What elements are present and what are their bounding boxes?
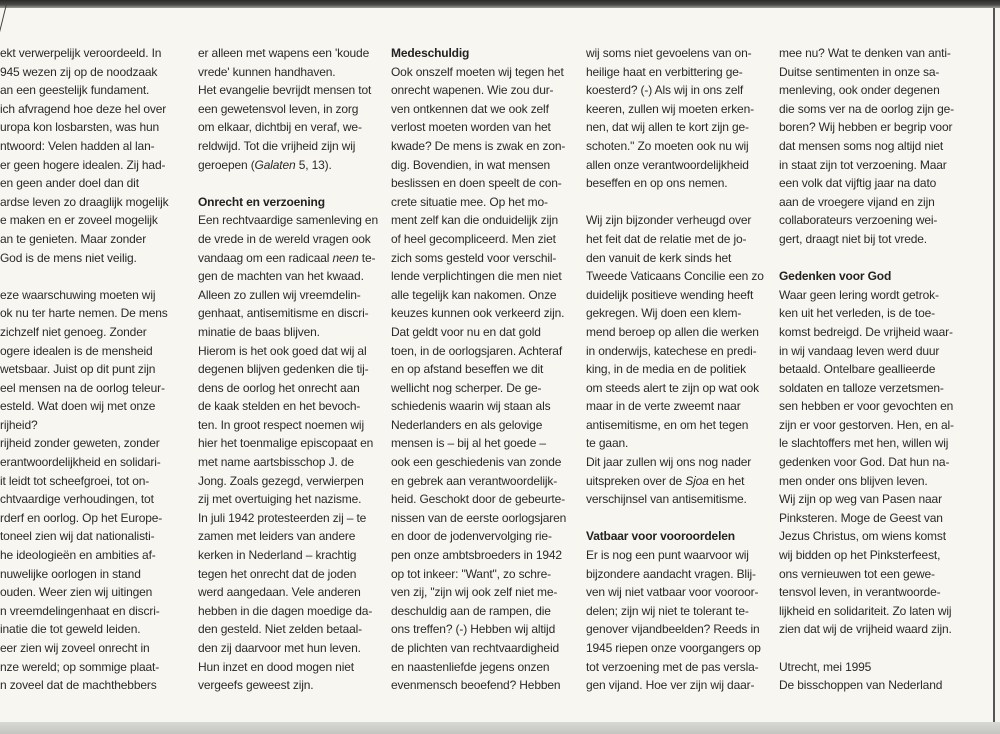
text-line: boren? Wij hebben er begrip voor xyxy=(779,120,953,135)
text-line: Wij zijn op weg van Pasen naar xyxy=(779,492,942,507)
text-line: wellicht nog scherper. De ge- xyxy=(391,380,542,395)
text-line: Duitse sentimenten in onze sa- xyxy=(779,64,940,79)
text-line: schoten." Zo moeten ook nu wij xyxy=(586,138,749,153)
text-line: keuzes kunnen ook verkeerd zijn. xyxy=(391,306,565,321)
text-line: minatie de baas blijven. xyxy=(198,324,320,339)
text-line: wij soms niet gevoelens van on- xyxy=(586,46,752,60)
text-line: den zij daarvoor met hun leven. xyxy=(198,641,361,655)
section-heading: Onrecht en verzoening xyxy=(198,194,325,209)
text-line: erantwoordelijkheid en solidari- xyxy=(0,455,161,470)
text-line: zij met overtuiging het nazisme. xyxy=(198,492,362,507)
section-heading: Medeschuldig xyxy=(391,46,470,60)
text-line: Wij zijn bijzonder verheugd over xyxy=(586,213,752,228)
italic-term: Sjoa xyxy=(685,473,709,488)
text-line: of heel gecompliceerd. Men ziet xyxy=(391,231,556,246)
text-line: ouden. Weer zien wij uitingen xyxy=(0,585,153,600)
text-line: lende verplichtingen die men niet xyxy=(391,269,562,284)
text-line: gedenken voor God. Dat hun na- xyxy=(779,455,950,470)
text-line: In juli 1942 protesteerden zij – te xyxy=(198,510,367,525)
text-line: nze wereld; op sommige plaat- xyxy=(0,659,160,674)
text-line: evenmensch beoefend? Hebben xyxy=(391,678,561,693)
text-line: zichzelf niet genoeg. Zonder xyxy=(0,324,147,339)
text-line: bijzondere aandacht vragen. Blij- xyxy=(586,566,756,581)
text-line: betaald. Ontelbare geallieerde xyxy=(779,362,936,377)
text-fragment: uitspreken over de xyxy=(586,473,686,488)
text-line: ntwoord: Velen hadden al lan- xyxy=(0,138,155,153)
text-line: tot verzoening met de pas versla- xyxy=(586,659,759,674)
text-line: degenen blijven gedenken die tij- xyxy=(198,362,369,377)
paragraph-gap xyxy=(198,174,384,193)
text-line: werd aangedaan. Vele anderen xyxy=(198,585,361,600)
paragraph-gap xyxy=(779,639,969,658)
text-line: Nederlanders en als gelovige xyxy=(391,417,543,432)
text-line: kerken in Nederland – krachtig xyxy=(198,548,357,563)
text-line: heid. Geschokt door de gebeurte- xyxy=(391,492,565,507)
text-line: soldaten en talloze verzetsmen- xyxy=(779,380,944,395)
text-line: te gaan. xyxy=(586,436,629,451)
text-line: e maken en er zoveel mogelijk xyxy=(0,213,158,228)
text-line: delen; zijn wij niet te tolerant te- xyxy=(586,603,749,618)
text-fragment: 5, 13). xyxy=(295,157,332,172)
text-line: chtvaardige verhoudingen, tot xyxy=(0,492,154,507)
section-heading: Vatbaar voor vooroordelen xyxy=(586,529,735,544)
text-line: rijheid zonder geweten, zonder xyxy=(0,436,160,451)
text-line: Dit jaar zullen wij ons nog nader xyxy=(586,455,752,470)
text-line: reldwijd. Tot die vrijheid zijn wij xyxy=(198,138,356,153)
text-line: ich afvragend hoe deze hel over xyxy=(0,101,167,116)
text-line: vergeefs geweest zijn. xyxy=(198,678,314,693)
text-line: eze waarschuwing moeten wij xyxy=(0,287,156,302)
text-line: ons treffen? (-) Hebben wij altijd xyxy=(391,622,556,637)
text-fragment: en het xyxy=(708,473,745,488)
text-line: n zoveel dat de machthebbers xyxy=(0,678,157,693)
text-line: vrede' kunnen handhaven. xyxy=(198,64,336,79)
text-line: ok nu ter harte nemen. De mens xyxy=(0,306,168,321)
text-line: hebben in die dagen moedige da- xyxy=(198,603,373,618)
text-line: en gebrek aan verantwoordelijk- xyxy=(391,473,558,488)
scan-bottom-edge xyxy=(0,722,1000,734)
text-line: kwade? De mens is zwak en zon- xyxy=(391,138,566,153)
text-line: lijkheid en solidariteit. Zo laten wij xyxy=(779,603,952,618)
text-line: Hierom is het ook goed dat wij al xyxy=(198,343,367,358)
text-line: ardse leven zo draaglijk mogelijk xyxy=(0,194,169,209)
text-line: ken uit het verleden, is de toe- xyxy=(779,306,935,321)
text-line xyxy=(198,156,384,175)
text-line: om steeds alert te zijn op wat ook xyxy=(586,380,759,395)
text-line: nen, dat wij allen te kort zijn ge- xyxy=(586,120,749,135)
text-line: ven ontkennen dat we ook zelf xyxy=(391,101,549,116)
text-line: er alleen met wapens een 'koude xyxy=(198,46,370,60)
text-line: beseffen en op ons nemen. xyxy=(586,176,728,191)
page-right-edge xyxy=(993,8,995,728)
text-line: le slachtoffers met hen, willen wij xyxy=(779,436,949,451)
italic-term: neen xyxy=(332,250,359,265)
column-1 xyxy=(0,44,186,695)
text-line: deschuldig aan de rampen, die xyxy=(391,603,551,618)
text-line: Jong. Zoals gezegd, verwierpen xyxy=(198,473,364,488)
text-line: Dat geldt voor nu en dat gold xyxy=(391,324,541,339)
text-line: inatie die tot geweld leiden. xyxy=(0,622,141,637)
text-line: ook een geschiedenis van zonde xyxy=(391,455,562,470)
column-4 xyxy=(586,44,772,695)
text-line: esteld. Wat doen wij met onze xyxy=(0,399,156,414)
text-line: ogere idealen is de mensheid xyxy=(0,343,153,358)
text-line: antisemitisme, en om het tegen xyxy=(586,417,749,432)
text-line: pen onze ambtsbroeders in 1942 xyxy=(391,548,562,563)
text-line: alle tegelijk kan nakomen. Onze xyxy=(391,287,557,302)
text-line: an te genieten. Maar zonder xyxy=(0,231,147,246)
paragraph-gap xyxy=(586,509,772,528)
section-heading: Gedenken voor God xyxy=(779,269,892,284)
text-line: ven wij niet vatbaar voor vooroor- xyxy=(586,585,759,600)
text-line: Tweede Vaticaans Concilie een zo xyxy=(586,269,764,284)
text-line: in onderwijs, katechese en predi- xyxy=(586,343,757,358)
text-line: wij bidden op het Pinksterfeest, xyxy=(779,548,941,563)
text-line: crete situatie mee. Op het mo- xyxy=(391,194,548,209)
text-line: koesterd? (-) Als wij in ons zelf xyxy=(586,83,744,98)
text-line: die soms ver na de oorlog zijn ge- xyxy=(779,101,954,116)
column-2 xyxy=(198,44,384,695)
text-line: zien dat wij de vrijheid waard zijn. xyxy=(779,622,952,637)
text-line: op tot inkeer: "Want", zo schre- xyxy=(391,566,552,581)
text-line: den vanuit de kerk sinds het xyxy=(586,250,732,265)
text-line: met name aartsbisschop J. de xyxy=(198,455,354,470)
text-line: genhaat, antisemitisme en discri- xyxy=(198,306,369,321)
text-line: 945 wezen zij op de noodzaak xyxy=(0,64,158,79)
italic-term: Galaten xyxy=(254,157,296,172)
text-line: Jezus Christus, om wiens komst xyxy=(779,529,946,544)
text-line: eer zien wij zoveel onrecht in xyxy=(0,641,150,655)
text-line: het feit dat de relatie met de jo- xyxy=(586,231,747,246)
text-line: Hun inzet en dood mogen niet xyxy=(198,659,354,674)
text-line: rderf en oorlog. Op het Europe- xyxy=(0,510,163,525)
text-line: schiedenis waarin wij staan als xyxy=(391,399,551,414)
text-line: en geen ander doel dan dit xyxy=(0,176,139,191)
text-line: Ook onszelf moeten wij tegen het xyxy=(391,64,564,79)
column-5 xyxy=(779,44,969,695)
text-line: onrecht wapenen. Wie zou dur- xyxy=(391,83,554,98)
text-line: gekregen. Wij doen een klem- xyxy=(586,306,742,321)
text-line: en op afstand beseffen we dit xyxy=(391,362,544,377)
text-line: in wij vandaag leven werd duur xyxy=(779,343,940,358)
text-line: de kaak stelden en het bevoch- xyxy=(198,399,361,414)
text-line: nuwelijke oorlogen in stand xyxy=(0,566,141,581)
text-line: een volk dat vijftig jaar na dato xyxy=(779,176,937,191)
text-line: wetsbaar. Juist op dit punt zijn xyxy=(0,362,156,377)
text-line: verlost moeten worden van het xyxy=(391,120,551,135)
text-line: om elkaar, dichtbij en veraf, we- xyxy=(198,120,362,135)
text-line: allen onze verantwoordelijkheid xyxy=(586,157,749,172)
text-line: toen, in de oorlogsjaren. Achteraf xyxy=(391,343,563,358)
text-line: eel mensen na de oorlog teleur- xyxy=(0,380,165,395)
text-line: maar in de verte zweemt naar xyxy=(586,399,741,414)
text-line: mee nu? Wat te denken van anti- xyxy=(779,46,951,60)
text-line: menleving, ook onder degenen xyxy=(779,83,940,98)
text-line: dens de oorlog het onrecht aan xyxy=(198,380,360,395)
text-line: de plichten van rechtvaardigheid xyxy=(391,641,559,655)
paragraph-gap xyxy=(779,249,969,268)
text-line: he ideologieën en ambities af- xyxy=(0,548,156,563)
text-line: er geen hogere idealen. Zij had- xyxy=(0,157,166,172)
text-line: gen de machten van het kwaad. xyxy=(198,269,364,284)
text-line: Pinksteren. Moge de Geest van xyxy=(779,510,943,525)
text-line: en door de jodenvervolging rie- xyxy=(391,529,552,544)
text-line: Alleen zo zullen wij vreemdelin- xyxy=(198,287,361,302)
text-line: tegen het onrecht dat de joden xyxy=(198,566,357,581)
text-line: heilige haat en verbittering ge- xyxy=(586,64,743,79)
text-line: Er is nog een punt waarvoor wij xyxy=(586,548,749,563)
text-line: toneel zien wij dat nationalisti- xyxy=(0,529,155,544)
text-line: gen vijand. Hoe ver zijn wij daar- xyxy=(586,678,755,693)
text-line: ven zij, "zijn wij ook zelf niet me- xyxy=(391,585,558,600)
text-fragment: geroepen ( xyxy=(198,157,255,172)
paragraph-gap xyxy=(586,193,772,212)
text-line: uropa kon losbarsten, was hun xyxy=(0,120,160,135)
text-line: Utrecht, mei 1995 xyxy=(779,659,872,674)
text-line xyxy=(198,249,384,268)
text-line: hier het toenmalige episcopaat en xyxy=(198,436,374,451)
text-line: de vrede in de wereld vragen ook xyxy=(198,231,371,246)
text-line: komst bedreigd. De vrijheid waar- xyxy=(779,324,953,339)
text-line: it leidt tot scheefgroei, tot on- xyxy=(0,473,150,488)
column-3 xyxy=(391,44,577,695)
text-line: gert, draagt niet bij tot vrede. xyxy=(779,231,927,246)
text-fragment: te- xyxy=(358,250,376,265)
text-line: an een geestelijk fundament. xyxy=(0,83,150,98)
text-line xyxy=(586,472,772,491)
text-line: duidelijk positieve wending heeft xyxy=(586,287,754,302)
text-line: genover vijandbeelden? Reeds in xyxy=(586,622,760,637)
text-line: en naastenliefde jegens onzen xyxy=(391,659,550,674)
text-line: 1945 riepen onze voorgangers op xyxy=(586,641,761,655)
text-line: mend beroep op allen die werken xyxy=(586,324,759,339)
text-line: keeren, zullen wij moeten erken- xyxy=(586,101,754,116)
text-line: men onder ons blijven leven. xyxy=(779,473,928,488)
text-line: tensvol leven, in verantwoorde- xyxy=(779,585,941,600)
text-fragment: vandaag om een radicaal xyxy=(198,250,333,265)
text-line: Het evangelie bevrijdt mensen tot xyxy=(198,83,372,98)
text-line: zamen met leiders van andere xyxy=(198,529,356,544)
text-line: zich soms gesteld voor verschil- xyxy=(391,250,557,265)
text-line: een gewetensvol leven, in zorg xyxy=(198,101,359,116)
text-line: dig. Bovendien, in wat mensen xyxy=(391,157,551,172)
text-line: beslissen en doen speelt de con- xyxy=(391,176,562,191)
text-line: den gesteld. Niet zelden betaal- xyxy=(198,622,362,637)
text-line: ons vernieuwen tot een gewe- xyxy=(779,566,935,581)
text-line: ekt verwerpelijk veroordeeld. In xyxy=(0,46,162,60)
text-line: nissen van de eerste oorlogsjaren xyxy=(391,510,567,525)
text-line: zijn er voor gestorven. Hen, en al- xyxy=(779,417,954,432)
text-line: Waar geen lering wordt getrok- xyxy=(779,287,939,302)
text-line: ten. In groot respect noemen wij xyxy=(198,417,364,432)
text-line: Een rechtvaardige samenleving en xyxy=(198,213,378,228)
scan-top-edge xyxy=(0,0,1000,8)
text-line: collaborateurs verzoening wei- xyxy=(779,213,938,228)
text-line: rijheid? xyxy=(0,417,38,432)
text-line: king, in de media en de politiek xyxy=(586,362,746,377)
text-line: dat mensen soms nog altijd niet xyxy=(779,138,944,153)
text-line: ment zelf kan die onduidelijk zijn xyxy=(391,213,558,228)
text-line: n vreemdelingenhaat en discri- xyxy=(0,603,160,618)
paragraph-gap xyxy=(0,267,186,286)
text-line: aan de vroegere vijand en zijn xyxy=(779,194,935,209)
text-line: mensen is – bij al het goede – xyxy=(391,436,546,451)
text-line: God is de mens niet veilig. xyxy=(0,250,137,265)
text-line: sen hebben er voor gevochten en xyxy=(779,399,954,414)
text-line: verschijnsel van antisemitisme. xyxy=(586,492,747,507)
text-line: De bisschoppen van Nederland xyxy=(779,678,943,693)
text-line: in staat zijn tot verzoening. Maar xyxy=(779,157,947,172)
